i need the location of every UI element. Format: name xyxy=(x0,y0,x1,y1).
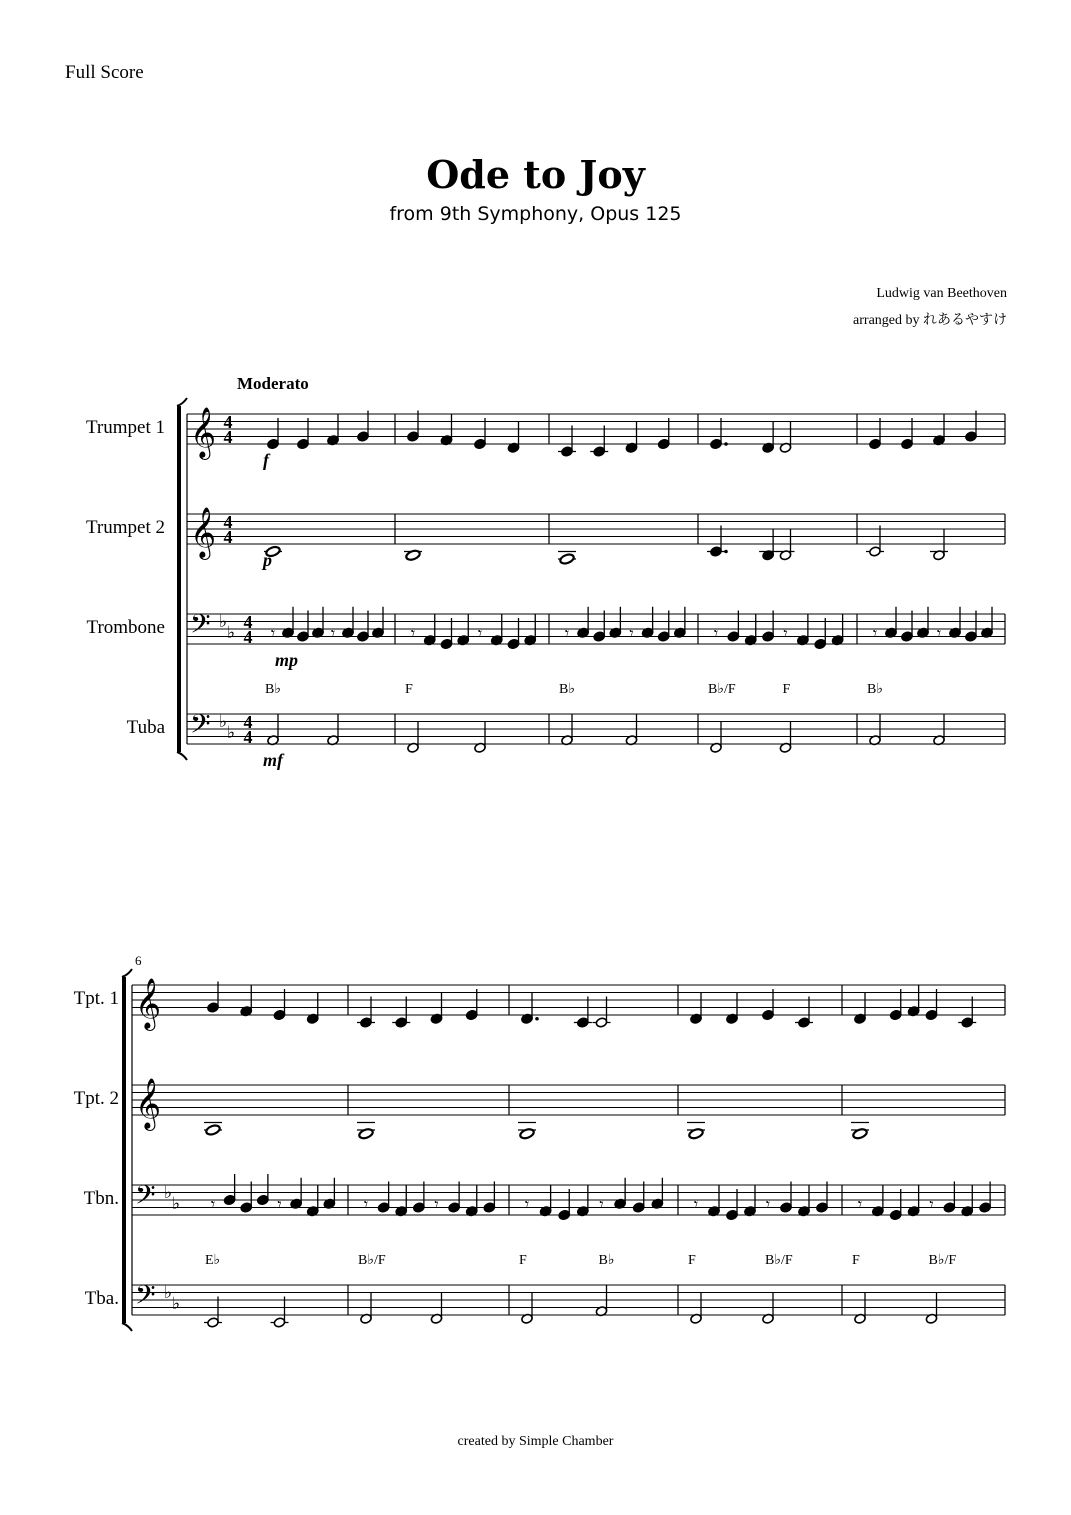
eighth-rest-icon: 𝄾 xyxy=(210,1196,216,1214)
treble-clef-icon: 𝄞 xyxy=(190,408,217,457)
score-system xyxy=(86,374,1005,770)
bracket-hook xyxy=(122,969,132,977)
time-signature-bottom: 4 xyxy=(243,627,253,647)
instrument-name: Tuba xyxy=(126,717,165,738)
dynamic-marking: mp xyxy=(275,650,299,670)
bracket-hook xyxy=(122,1323,132,1331)
bracket-hook xyxy=(177,398,187,406)
chord-symbol: B♭ xyxy=(559,682,575,697)
arranger-credit: arranged by れあるやすけ xyxy=(853,313,1007,328)
flat-icon: ♭ xyxy=(219,712,228,731)
eighth-rest-icon: 𝄾 xyxy=(599,1196,604,1214)
time-signature-bottom: 4 xyxy=(223,427,233,447)
time-signature-bottom: 4 xyxy=(243,727,253,747)
eighth-rest-icon: 𝄾 xyxy=(936,625,942,643)
time-signature-top: 4 xyxy=(243,712,253,732)
score-system xyxy=(74,953,1005,1331)
chord-symbol: F xyxy=(782,682,791,697)
flat-icon: ♭ xyxy=(172,1194,181,1213)
flat-icon: ♭ xyxy=(227,723,236,742)
dot xyxy=(724,550,728,554)
eighth-rest-icon: 𝄾 xyxy=(524,1196,530,1214)
note-head xyxy=(559,553,575,565)
footer-credit: created by Simple Chamber xyxy=(457,1434,614,1449)
eighth-rest-icon: 𝄾 xyxy=(330,625,336,643)
flat-icon: ♭ xyxy=(164,1183,173,1202)
staff xyxy=(84,1174,1005,1268)
chord-symbol: B♭ xyxy=(867,682,883,697)
flat-icon: ♭ xyxy=(227,623,236,642)
chord-symbol: B♭/F xyxy=(765,1253,793,1268)
measure-number: 6 xyxy=(135,953,142,968)
dynamic-marking: p xyxy=(263,550,272,570)
dynamic-marking: mf xyxy=(263,750,283,770)
note-head xyxy=(205,1124,221,1136)
eighth-rest-icon: 𝄾 xyxy=(434,1196,439,1214)
eighth-rest-icon: 𝄾 xyxy=(564,625,570,643)
eighth-rest-icon: 𝄾 xyxy=(693,1196,699,1214)
chord-symbol: F xyxy=(519,1253,527,1268)
eighth-rest-icon: 𝄾 xyxy=(270,625,276,643)
dot xyxy=(724,442,728,446)
chord-symbol: B♭ xyxy=(598,1253,615,1268)
flat-icon: ♭ xyxy=(172,1294,181,1313)
eighth-rest-icon: 𝄾 xyxy=(410,625,416,643)
flat-icon: ♭ xyxy=(164,1283,173,1302)
dot xyxy=(535,1017,539,1021)
eighth-rest-icon: 𝄾 xyxy=(713,625,719,643)
staff xyxy=(74,1079,1005,1140)
treble-clef-icon: 𝄞 xyxy=(190,508,217,557)
staff xyxy=(127,709,1005,770)
time-signature-top: 4 xyxy=(223,412,233,432)
time-signature-bottom: 4 xyxy=(223,527,233,547)
chord-symbol: F xyxy=(688,1253,696,1268)
staff xyxy=(74,979,1005,1031)
composer-credit: Ludwig van Beethoven xyxy=(876,286,1007,301)
eighth-rest-icon: 𝄾 xyxy=(477,625,483,643)
instrument-name: Tba. xyxy=(84,1288,119,1309)
staff xyxy=(86,508,1005,570)
bass-clef-icon: 𝄢 xyxy=(190,709,211,745)
eighth-rest-icon: 𝄾 xyxy=(872,625,878,643)
instrument-name: Tbn. xyxy=(83,1188,119,1209)
eighth-rest-icon: 𝄾 xyxy=(277,1196,282,1214)
dynamic-marking: f xyxy=(263,450,269,470)
chord-symbol: F xyxy=(852,1253,860,1268)
eighth-rest-icon: 𝄾 xyxy=(765,1196,771,1214)
chord-symbol: B♭ xyxy=(265,682,281,697)
chord-symbol: B♭/F xyxy=(708,682,736,697)
bass-clef-icon: 𝄢 xyxy=(135,1180,156,1216)
chord-symbol: B♭/F xyxy=(928,1253,957,1268)
tempo-marking: Moderato xyxy=(237,374,309,393)
instrument-name: Trumpet 1 xyxy=(85,417,165,438)
chord-symbol: F xyxy=(405,682,413,697)
bass-clef-icon: 𝄢 xyxy=(190,609,211,645)
eighth-rest-icon: 𝄾 xyxy=(363,1196,369,1214)
instrument-name: Trumpet 2 xyxy=(85,517,165,538)
score-title: Ode to Joy xyxy=(426,152,645,197)
staff xyxy=(86,408,1005,470)
chord-symbol: B♭/F xyxy=(358,1253,386,1268)
instrument-name: Tpt. 2 xyxy=(73,1088,119,1109)
chord-symbol: E♭ xyxy=(205,1253,221,1268)
treble-clef-icon: 𝄞 xyxy=(135,1079,162,1128)
time-signature-top: 4 xyxy=(243,612,253,632)
eighth-rest-icon: 𝄾 xyxy=(929,1196,934,1214)
eighth-rest-icon: 𝄾 xyxy=(629,625,634,643)
instrument-name: Trombone xyxy=(86,617,165,638)
staff xyxy=(85,1280,1005,1328)
staff xyxy=(87,607,1005,697)
eighth-rest-icon: 𝄾 xyxy=(783,625,788,643)
score-subtitle: from 9th Symphony, Opus 125 xyxy=(389,203,682,225)
flat-icon: ♭ xyxy=(219,612,228,631)
instrument-name: Tpt. 1 xyxy=(73,988,119,1009)
bass-clef-icon: 𝄢 xyxy=(135,1280,156,1316)
score-label: Full Score xyxy=(65,62,144,83)
bracket-hook xyxy=(177,752,187,760)
eighth-rest-icon: 𝄾 xyxy=(857,1196,863,1214)
treble-clef-icon: 𝄞 xyxy=(135,979,162,1028)
time-signature-top: 4 xyxy=(223,512,233,532)
